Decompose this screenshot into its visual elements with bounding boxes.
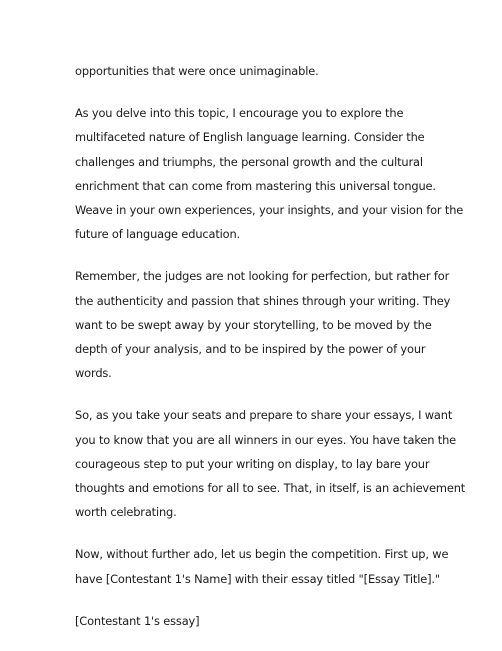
paragraph-3 (75, 264, 451, 385)
text-line: thoughts and emotions for all to see. That, in itself, is an achievement (75, 481, 466, 496)
text-line: words. (75, 366, 112, 381)
text-line: have [Contestant 1's Name] with their essay titled "[Essay Title]." (75, 571, 440, 586)
text-line: the authenticity and passion that shines through your writing. They (75, 293, 451, 308)
text-line: want to be swept away by your storytelling, to be moved by the (75, 317, 432, 332)
text-line: courageous step to put your writing on display, to lay bare your (75, 456, 430, 471)
text-line: Remember, the judges are not looking for perfection, but rather for (75, 269, 450, 284)
paragraph-4 (75, 403, 466, 524)
text-line: enrichment that can come from mastering this universal tongue. (75, 178, 436, 193)
text-line: worth celebrating. (75, 505, 177, 520)
text-line: challenges and triumphs, the personal growth and the cultural (75, 154, 423, 169)
text-line: future of language education. (75, 227, 241, 242)
paragraph-6 (75, 609, 435, 633)
text-line: Now, without further ado, let us begin the competition. First up, we (75, 547, 449, 562)
text-line: [Contestant 1's essay] (75, 613, 200, 628)
text-line: multifaceted nature of English language learning. Consider the (75, 130, 425, 145)
text-line: Weave in your own experiences, your insights, and your vision for the (75, 203, 464, 218)
paragraph-2 (75, 101, 464, 246)
text-line: As you delve into this topic, I encourage you to explore the (75, 106, 404, 121)
text-line: So, as you take your seats and prepare to share your essays, I want (75, 408, 453, 423)
paragraph-1 (75, 59, 435, 83)
paragraph-5 (75, 542, 449, 590)
text-line: you to know that you are all winners in our eyes. You have taken the (75, 432, 456, 447)
document-body (75, 59, 466, 651)
text-line: opportunities that were once unimaginable. (75, 64, 319, 78)
text-line: depth of your analysis, and to be inspired by the power of your (75, 342, 426, 357)
